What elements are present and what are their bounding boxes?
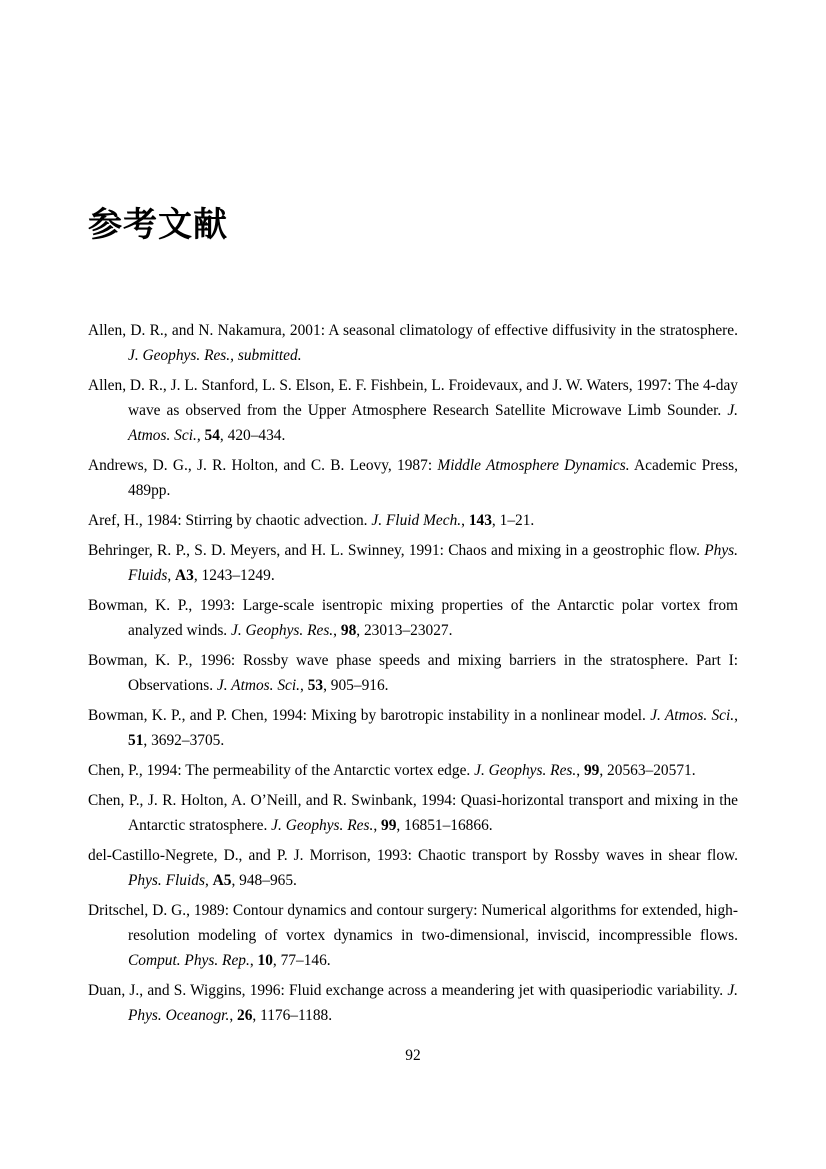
references-heading: 参考文献 — [88, 205, 228, 245]
reference-text-segment: Allen, D. R., J. L. Stanford, L. S. Elson, E. F. Fishbein, L. Froidevaux, and J. W. Waters, 1997: The 4-day wave as observed from the Upper Atmosphere Research Satellite Microwave Limb Sounder. — [88, 377, 738, 419]
reference-text-segment: 26 — [237, 1007, 253, 1024]
reference-text-segment: , 77–146. — [272, 952, 331, 969]
reference-text-segment: Andrews, D. G., J. R. Holton, and C. B. Leovy, 1987: — [88, 457, 438, 474]
reference-text-segment: 10 — [257, 952, 273, 969]
reference-text-segment: A3 — [175, 567, 194, 584]
reference-text-segment: Bowman, K. P., and P. Chen, 1994: Mixing by barotropic instability in a nonlinear model. — [88, 707, 651, 724]
reference-text-segment: J. Geophys. Res., submitted. — [128, 347, 302, 364]
reference-entry — [88, 703, 738, 753]
reference-text-segment: Dritschel, D. G., 1989: Contour dynamics and contour surgery: Numerical algorithms for extended, high-resolution modeling of vortex dynamics in two-dimensional, inviscid, incompressible flows. — [88, 902, 738, 944]
reference-entry — [88, 318, 738, 368]
reference-text-segment: , — [461, 512, 469, 529]
reference-entry — [88, 593, 738, 643]
page-number: 92 — [405, 1047, 421, 1064]
reference-text-segment: , 3692–3705. — [143, 732, 225, 749]
reference-text-segment: , — [576, 762, 584, 779]
reference-text-segment: Phys. Fluids — [128, 542, 738, 584]
reference-text-segment: , 16851–16866. — [396, 817, 493, 834]
reference-text-segment: , 23013–23027. — [356, 622, 453, 639]
reference-text-segment: 99 — [381, 817, 397, 834]
reference-text-segment: J. Atmos. Sci. — [216, 677, 300, 694]
reference-text-segment: , 1176–1188. — [252, 1007, 333, 1024]
reference-text-segment: J. Geophys. Res. — [271, 817, 374, 834]
reference-text-segment: Aref, H., 1984: Stirring by chaotic advection. — [88, 512, 372, 529]
reference-text-segment: Duan, J., and S. Wiggins, 1996: Fluid exchange across a meandering jet with quasiperiodic variability. — [88, 982, 728, 999]
reference-text-segment: J. Geophys. Res. — [474, 762, 577, 779]
reference-text-segment: , — [373, 817, 382, 834]
reference-text-segment: , 20563–20571. — [599, 762, 696, 779]
reference-entry — [88, 898, 738, 973]
reference-text-segment: 53 — [307, 677, 324, 694]
reference-text-segment: , — [229, 1007, 238, 1024]
reference-text-segment: 98 — [340, 622, 357, 639]
reference-text-segment: , 1–21. — [491, 512, 535, 529]
reference-text-segment: J. Fluid Mech. — [371, 512, 462, 529]
reference-text-segment: , — [204, 872, 213, 889]
reference-entry — [88, 453, 738, 503]
reference-text-segment: , 948–965. — [231, 872, 297, 889]
reference-text-segment: Chen, P., 1994: The permeability of the Antarctic vortex edge. — [88, 762, 475, 779]
reference-text-segment: , — [196, 427, 205, 444]
reference-text-segment: J. Atmos. Sci. — [650, 707, 735, 724]
references-list — [88, 318, 738, 1033]
reference-text-segment: , — [249, 952, 258, 969]
reference-text-segment: 143 — [468, 512, 492, 529]
reference-text-segment: J. Atmos. Sci. — [128, 402, 738, 444]
reference-entry — [88, 373, 738, 448]
reference-text-segment: Allen, D. R., and N. Nakamura, 2001: A seasonal climatology of effective diffusivity in the stratosphere. — [88, 322, 738, 339]
reference-text-segment: Middle Atmosphere Dynamics. — [437, 457, 630, 474]
reference-text-segment: 51 — [128, 732, 144, 749]
reference-text-segment: , — [734, 707, 738, 724]
reference-text-segment: 99 — [583, 762, 600, 779]
reference-entry — [88, 788, 738, 838]
reference-text-segment: , 1243–1249. — [193, 567, 275, 584]
reference-text-segment: , 420–434. — [219, 427, 286, 444]
reference-text-segment: Bowman, K. P., 1996: Rossby wave phase speeds and mixing barriers in the stratosphere. Part I: Observations. — [88, 652, 738, 694]
reference-text-segment: Phys. Fluids — [128, 872, 205, 889]
reference-text-segment: , — [167, 567, 176, 584]
reference-text-segment: , 905–916. — [323, 677, 389, 694]
reference-entry — [88, 648, 738, 698]
reference-text-segment: J. Geophys. Res. — [231, 622, 334, 639]
reference-text-segment: 54 — [204, 427, 220, 444]
reference-entry — [88, 758, 738, 783]
reference-text-segment: , — [333, 622, 341, 639]
reference-entry — [88, 538, 738, 588]
reference-text-segment: J. Phys. Oceanogr. — [128, 982, 738, 1024]
reference-text-segment: Chen, P., J. R. Holton, A. O’Neill, and R. Swinbank, 1994: Quasi-horizontal transport and mixing in the Antarctic stratosphere. — [88, 792, 738, 834]
reference-entry — [88, 978, 738, 1028]
reference-text-segment: Behringer, R. P., S. D. Meyers, and H. L. Swinney, 1991: Chaos and mixing in a geostrophic flow. — [88, 542, 705, 559]
reference-text-segment: Academic Press, 489pp. — [128, 457, 738, 499]
reference-text-segment: Bowman, K. P., 1993: Large-scale isentropic mixing properties of the Antarctic polar vortex from analyzed winds. — [88, 597, 738, 639]
reference-entry — [88, 843, 738, 893]
reference-text-segment: A5 — [212, 872, 232, 889]
reference-text-segment: Comput. Phys. Rep. — [128, 952, 250, 969]
reference-text-segment: , — [300, 677, 308, 694]
reference-text-segment: del-Castillo-Negrete, D., and P. J. Morrison, 1993: Chaotic transport by Rossby waves in shear flow. — [88, 847, 738, 864]
reference-entry — [88, 508, 738, 533]
